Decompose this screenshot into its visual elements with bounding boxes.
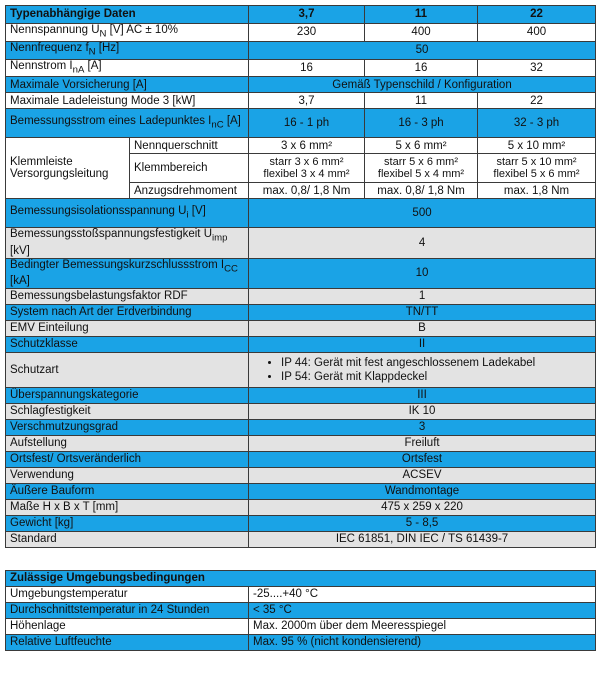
- row-value: starr 3 x 6 mm² flexibel 3 x 4 mm²: [249, 154, 365, 183]
- row-label: Maße H x B x T [mm]: [6, 499, 249, 515]
- row-label: EMV Einteilung: [6, 320, 249, 336]
- row-value: 400: [365, 24, 478, 42]
- header-title: Typenabhängige Daten: [6, 6, 249, 24]
- table-row: [6, 483, 596, 499]
- table-row: [6, 138, 596, 154]
- row-sublabel: Nennquerschnitt: [130, 138, 249, 154]
- row-value: max. 1,8 Nm: [478, 183, 596, 199]
- table-row: [6, 41, 596, 59]
- env-header-row: [6, 571, 596, 587]
- row-value: 3: [249, 419, 596, 435]
- row-label: Gewicht [kg]: [6, 515, 249, 531]
- row-value: 3,7: [249, 93, 365, 109]
- row-value: 4: [249, 228, 596, 258]
- table-row: [6, 336, 596, 352]
- row-value: 400: [478, 24, 596, 42]
- row-value: 16 - 3 ph: [365, 109, 478, 138]
- row-label: Höhenlage: [6, 619, 249, 635]
- row-value: 1: [249, 288, 596, 304]
- table-row: [6, 603, 596, 619]
- header-col-22: 22: [478, 6, 596, 24]
- row-label: Maximale Ladeleistung Mode 3 [kW]: [6, 93, 249, 109]
- table-row: [6, 619, 596, 635]
- row-label: Relative Luftfeuchte: [6, 635, 249, 651]
- row-value: 5 x 10 mm²: [478, 138, 596, 154]
- table-row: [6, 320, 596, 336]
- row-value: B: [249, 320, 596, 336]
- schutzart-list-cell: [249, 352, 596, 387]
- row-label: Ortsfest/ Ortsveränderlich: [6, 451, 249, 467]
- row-value: 16: [249, 59, 365, 77]
- header-col-11: 11: [365, 6, 478, 24]
- environment-table: [5, 570, 596, 651]
- row-value: < 35 °C: [249, 603, 596, 619]
- table-row: [6, 258, 596, 288]
- table-row: [6, 77, 596, 93]
- row-label: Schlagfestigkeit: [6, 403, 249, 419]
- row-value: 5 x 6 mm²: [365, 138, 478, 154]
- table-row: [6, 515, 596, 531]
- table-row: [6, 24, 596, 42]
- table-row: [6, 59, 596, 77]
- row-label: Maximale Vorsicherung [A]: [6, 77, 249, 93]
- row-label: Bemessungsbelastungsfaktor RDF: [6, 288, 249, 304]
- row-value: TN/TT: [249, 304, 596, 320]
- row-value: 5 - 8,5: [249, 515, 596, 531]
- row-value: Ortsfest: [249, 451, 596, 467]
- row-value: Max. 95 % (nicht kondensierend): [249, 635, 596, 651]
- row-value: max. 0,8/ 1,8 Nm: [249, 183, 365, 199]
- row-value: 16: [365, 59, 478, 77]
- row-value: 230: [249, 24, 365, 42]
- table-row: [6, 587, 596, 603]
- row-value: 22: [478, 93, 596, 109]
- row-label: Nennspannung $U_N$ [V] AC ± 10%: [6, 24, 249, 42]
- row-label: Bedingter Bemessungskurzschlussstrom $I_{CC}$ [kA]: [6, 258, 249, 288]
- row-value: Wandmontage: [249, 483, 596, 499]
- klemmleiste-label: Klemmleiste Versorgungsleitung: [6, 138, 130, 199]
- row-value: 11: [365, 93, 478, 109]
- spec-table: [5, 5, 596, 548]
- table-row: [6, 499, 596, 515]
- row-value: 10: [249, 258, 596, 288]
- row-label: Bemessungsstoßspannungsfestigkeit $U_{imp}$ [kV]: [6, 228, 249, 258]
- row-label: Schutzklasse: [6, 336, 249, 352]
- row-value: 475 x 259 x 220: [249, 499, 596, 515]
- row-value: Gemäß Typenschild / Konfiguration: [249, 77, 596, 93]
- table-row: [6, 199, 596, 228]
- table-row: [6, 531, 596, 547]
- row-label: Umgebungstemperatur: [6, 587, 249, 603]
- row-label: System nach Art der Erdverbindung: [6, 304, 249, 320]
- row-label: Verschmutzungsgrad: [6, 419, 249, 435]
- table-row: [6, 435, 596, 451]
- row-label: Nennfrequenz $f_N$ [Hz]: [6, 41, 249, 59]
- table-row: [6, 419, 596, 435]
- table-row: [6, 467, 596, 483]
- row-sublabel: Anzugsdrehmoment: [130, 183, 249, 199]
- row-label: Verwendung: [6, 467, 249, 483]
- row-value: 3 x 6 mm²: [249, 138, 365, 154]
- row-label: Bemessungsisolationsspannung $U_i$ [V]: [6, 199, 249, 228]
- row-label: Schutzart: [6, 352, 249, 387]
- row-value: ACSEV: [249, 467, 596, 483]
- row-value: IK 10: [249, 403, 596, 419]
- row-label: Äußere Bauform: [6, 483, 249, 499]
- row-value: 16 - 1 ph: [249, 109, 365, 138]
- row-value: -25....+40 °C: [249, 587, 596, 603]
- row-value: IEC 61851, DIN IEC / TS 61439-7: [249, 531, 596, 547]
- row-label: Bemessungsstrom eines Ladepunktes $I_{nC}$ [A]: [6, 109, 249, 138]
- table-row: [6, 403, 596, 419]
- env-title: Zulässige Umgebungsbedingungen: [6, 571, 596, 587]
- row-label: Standard: [6, 531, 249, 547]
- row-value: starr 5 x 10 mm² flexibel 5 x 6 mm²: [478, 154, 596, 183]
- row-label: Überspannungskategorie: [6, 387, 249, 403]
- row-value: III: [249, 387, 596, 403]
- row-value: 32 - 3 ph: [478, 109, 596, 138]
- row-value: II: [249, 336, 596, 352]
- row-value: starr 5 x 6 mm² flexibel 5 x 4 mm²: [365, 154, 478, 183]
- row-value: max. 0,8/ 1,8 Nm: [365, 183, 478, 199]
- table-row: [6, 352, 596, 387]
- table-row: [6, 387, 596, 403]
- row-label: Nennstrom $I_{nA}$ [A]: [6, 59, 249, 77]
- table-row: [6, 635, 596, 651]
- row-label: Durchschnittstemperatur in 24 Stunden: [6, 603, 249, 619]
- row-sublabel: Klemmbereich: [130, 154, 249, 183]
- row-value: 50: [249, 41, 596, 59]
- header-col-3-7: 3,7: [249, 6, 365, 24]
- table-row: [6, 228, 596, 258]
- list-item: • IP 54: Gerät mit Klappdeckel: [281, 370, 591, 384]
- spec-header-row: [6, 6, 596, 24]
- row-label: Aufstellung: [6, 435, 249, 451]
- table-row: [6, 93, 596, 109]
- row-value: 500: [249, 199, 596, 228]
- row-value: 32: [478, 59, 596, 77]
- table-row: [6, 304, 596, 320]
- table-row: [6, 109, 596, 138]
- list-item: • IP 44: Gerät mit fest angeschlossenem Ladekabel: [281, 356, 591, 370]
- row-value: Max. 2000m über dem Meeresspiegel: [249, 619, 596, 635]
- table-row: [6, 451, 596, 467]
- row-value: Freiluft: [249, 435, 596, 451]
- table-row: [6, 288, 596, 304]
- schutzart-list: [253, 356, 591, 384]
